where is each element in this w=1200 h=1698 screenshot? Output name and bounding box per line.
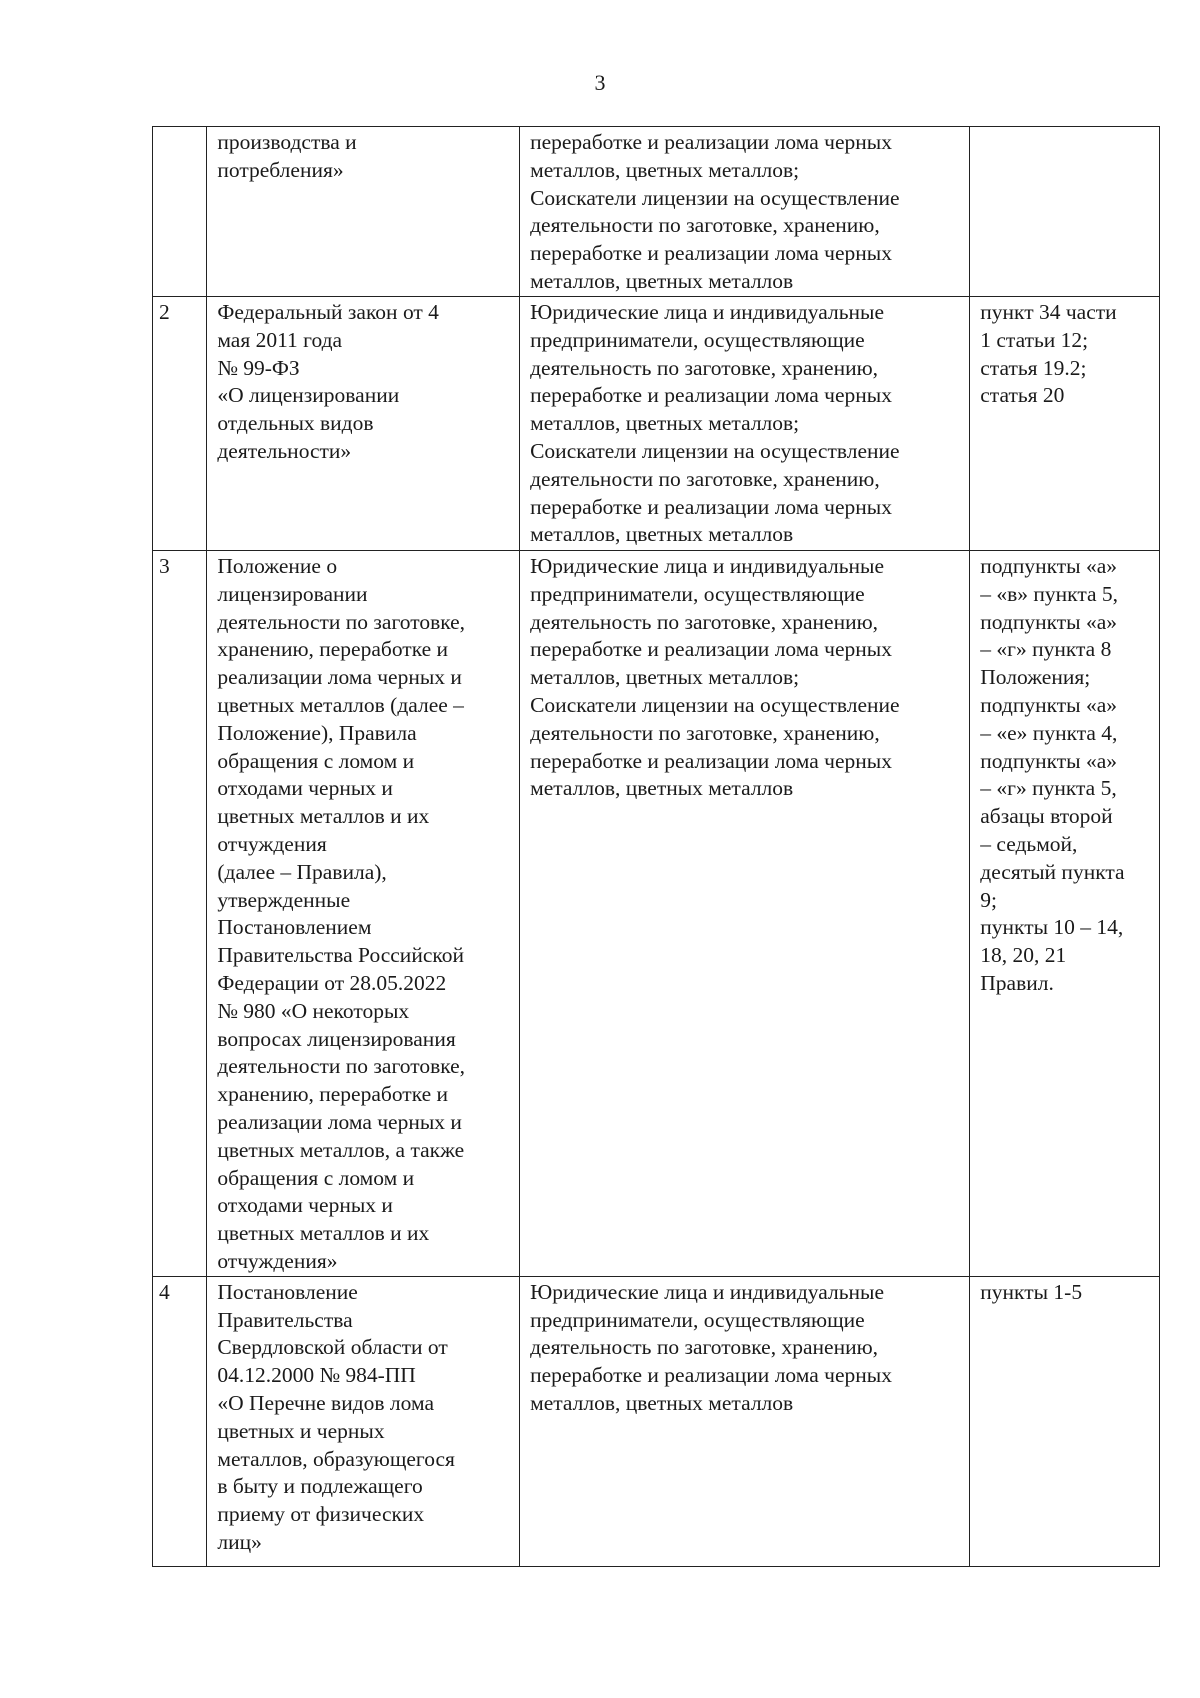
- page-number: 3: [594, 70, 606, 95]
- document-cell: [207, 297, 520, 551]
- table-row: [153, 551, 1160, 1277]
- subjects-cell: [520, 1276, 970, 1566]
- provisions-text: пункт 34 части 1 статьи 12; статья 19.2; статья 20: [980, 300, 1117, 408]
- subjects-text: переработке и реализации лома черных металлов, цветных металлов; Соискатели лицензии на осуществление деятельности по заготовке, хранению, переработке и реализации лома черных металлов, цветных металлов: [530, 130, 900, 293]
- row-number: 4: [159, 1279, 170, 1304]
- provisions-text: подпункты «а» – «в» пункта 5, подпункты «а» – «г» пункта 8 Положения; подпункты «а» – «е» пункта 4, подпункты «а» – «г» пункта 5, абзацы второй – седьмой, десятый пункта 9; пункты 10 – 14, 18, 20, 21 Правил.: [980, 554, 1125, 995]
- provisions-cell: [970, 127, 1160, 297]
- provisions-cell: [970, 551, 1160, 1277]
- row-number-cell: [153, 297, 207, 551]
- document-title: производства и потребления»: [217, 130, 357, 182]
- subjects-cell: [520, 551, 970, 1277]
- row-number: 3: [159, 554, 170, 578]
- subjects-text: Юридические лица и индивидуальные предприниматели, осуществляющие деятельность по заготовке, хранению, переработке и реализации лома черных металлов, цветных металлов: [530, 1279, 892, 1415]
- regulations-table: [152, 126, 1160, 1567]
- row-number-cell: [153, 551, 207, 1277]
- provisions-cell: [970, 297, 1160, 551]
- provisions-cell: [970, 1276, 1160, 1566]
- provisions-text: пункты 1-5: [980, 1279, 1083, 1304]
- document-title: Федеральный закон от 4 мая 2011 года № 99-ФЗ «О лицензировании отдельных видов деятельности»: [217, 300, 439, 463]
- row-number-cell: [153, 1276, 207, 1566]
- table-row: [153, 1276, 1160, 1566]
- subjects-text: Юридические лица и индивидуальные предприниматели, осуществляющие деятельность по заготовке, хранению, переработке и реализации лома черных металлов, цветных металлов; Соискатели лицензии на осуществление деятельности по заготовке, хранению, переработке и реализации лома черных металлов, цветных металлов: [530, 554, 900, 801]
- table-row: [153, 297, 1160, 551]
- subjects-cell: [520, 297, 970, 551]
- row-number-cell: [153, 127, 207, 297]
- document-cell: [207, 127, 520, 297]
- subjects-text: Юридические лица и индивидуальные предприниматели, осуществляющие деятельность по заготовке, хранению, переработке и реализации лома черных металлов, цветных металлов; Соискатели лицензии на осуществление деятельности по заготовке, хранению, переработке и реализации лома черных металлов, цветных металлов: [530, 300, 900, 547]
- table-row: [153, 127, 1160, 297]
- document-title: Положение о лицензировании деятельности по заготовке, хранению, переработке и реализации лома черных и цветных металлов (далее – Положение), Правила обращения с ломом и отходами черных и цветных металлов и их отчуждения (далее – Правила), утвержденные Постановлением Правительства Российской Федерации от 28.05.2022 № 980 «О некоторых вопросах лицензирования деятельности по заготовке, хранению, переработке и реализации лома черных и цветных металлов, а также обращения с ломом и отходами черных и цветных металлов и их отчуждения»: [217, 554, 466, 1273]
- subjects-cell: [520, 127, 970, 297]
- document-cell: [207, 551, 520, 1277]
- document-title: Постановление Правительства Свердловской области от 04.12.2000 № 984-ПП «О Перечне видов лома цветных и черных металлов, образующегося в быту и подлежащего приему от физических лиц»: [217, 1279, 455, 1554]
- document-cell: [207, 1276, 520, 1566]
- row-number: 2: [159, 300, 170, 324]
